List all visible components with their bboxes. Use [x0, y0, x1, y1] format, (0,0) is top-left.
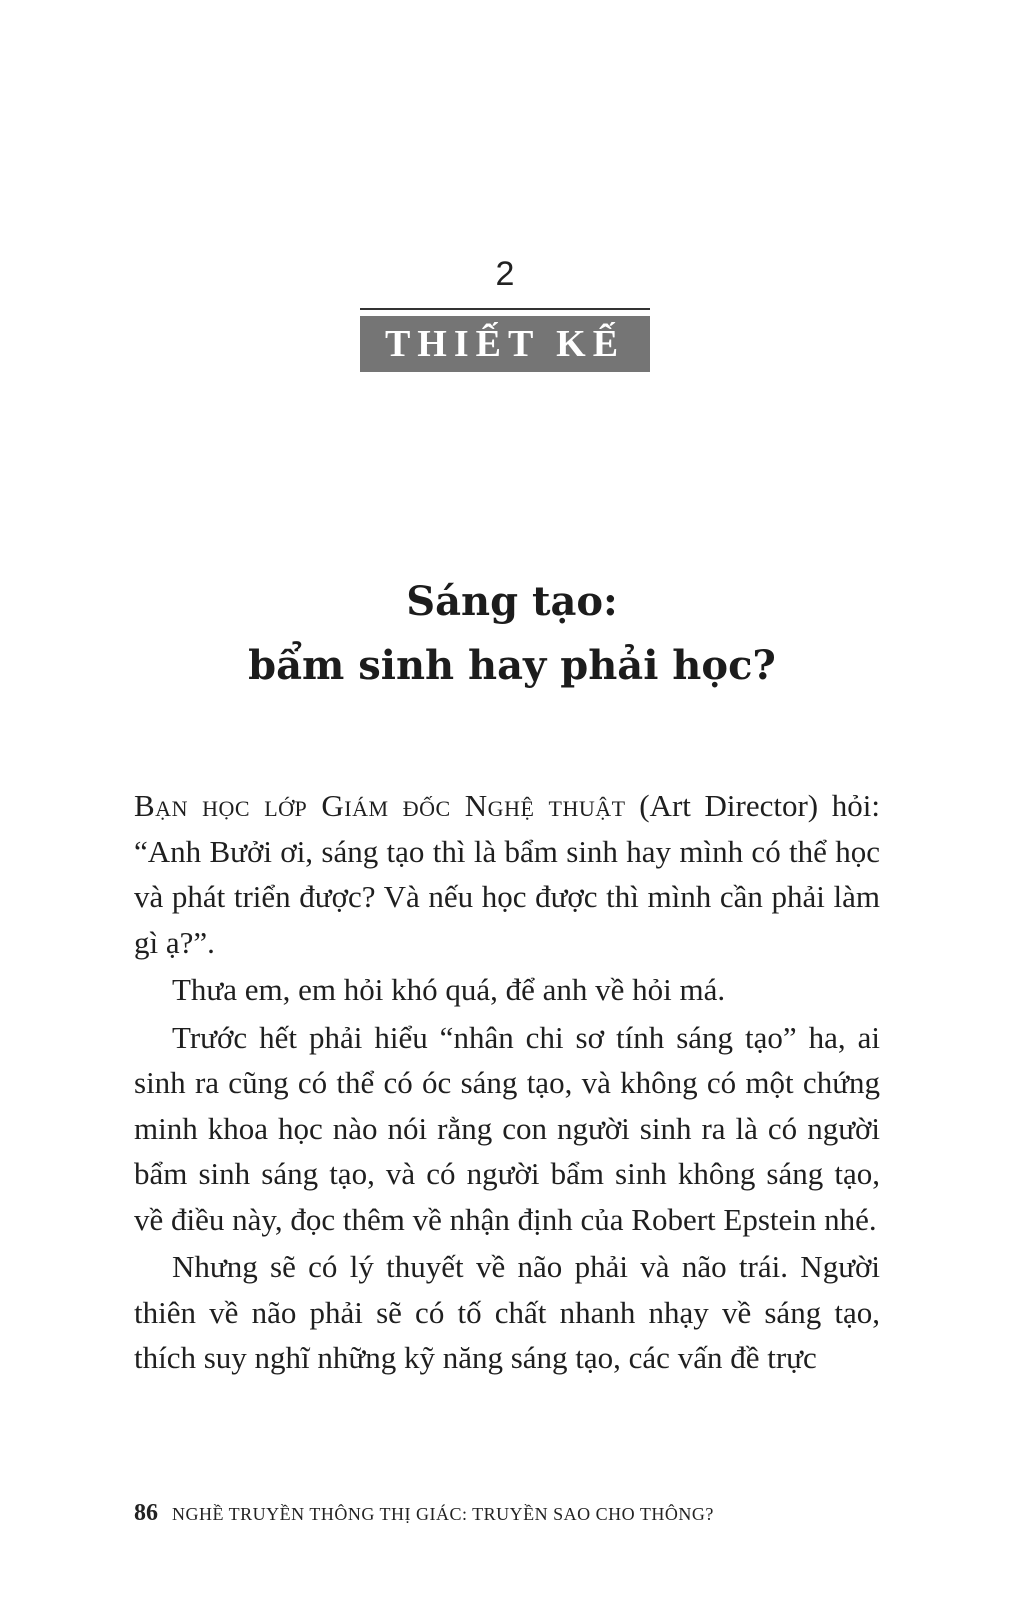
chapter-title-banner [360, 316, 650, 372]
chapter-title: THIẾT KẾ [384, 323, 626, 365]
paragraph-4: Nhưng sẽ có lý thuyết về não phải và não trái. Người thiên về não phải sẽ có tố chất nhanh nhạy về sáng tạo, thích suy nghĩ những kỹ năng sáng tạo, các vấn đề trực [134, 1249, 880, 1375]
section-title-line-2: bẩm sinh hay phải học? [248, 642, 776, 689]
chapter-divider [360, 308, 650, 310]
body-text [134, 783, 880, 1383]
paragraph-3: Trước hết phải hiểu “nhân chi sơ tính sáng tạo” ha, ai sinh ra cũng có thể có óc sáng tạo, và không có một chứng minh khoa học nào nói rằng con người sinh ra là có người bẩm sinh sáng tạo, và có người bẩm sinh không sáng tạo, về điều này, đọc thêm về nhận định của Robert Epstein nhé. [134, 1019, 880, 1237]
paragraph-1 [134, 783, 880, 965]
paragraph-lead-in: Bạn học lớp Giám đốc Nghệ thuật [134, 788, 626, 823]
page-footer [134, 1500, 894, 1527]
section-title-line-1: Sáng tạo: [406, 578, 618, 625]
chapter-number: 2 [495, 255, 515, 293]
paragraph-2: Thưa em, em hỏi khó quá, để anh về hỏi má. [172, 972, 726, 1007]
running-head: NGHỀ TRUYỀN THÔNG THỊ GIÁC: TRUYỀN SAO CHO THÔNG? [172, 1504, 714, 1524]
page-number: 86 [134, 1500, 158, 1526]
paragraph-1-text: (Art Director) hỏi: “Anh Bưởi ơi, sáng tạo thì là bẩm sinh hay mình có thể học và phát triển được? Và nếu học được thì mình cần phải làm gì ạ?”. [134, 788, 880, 960]
section-title [150, 570, 874, 698]
